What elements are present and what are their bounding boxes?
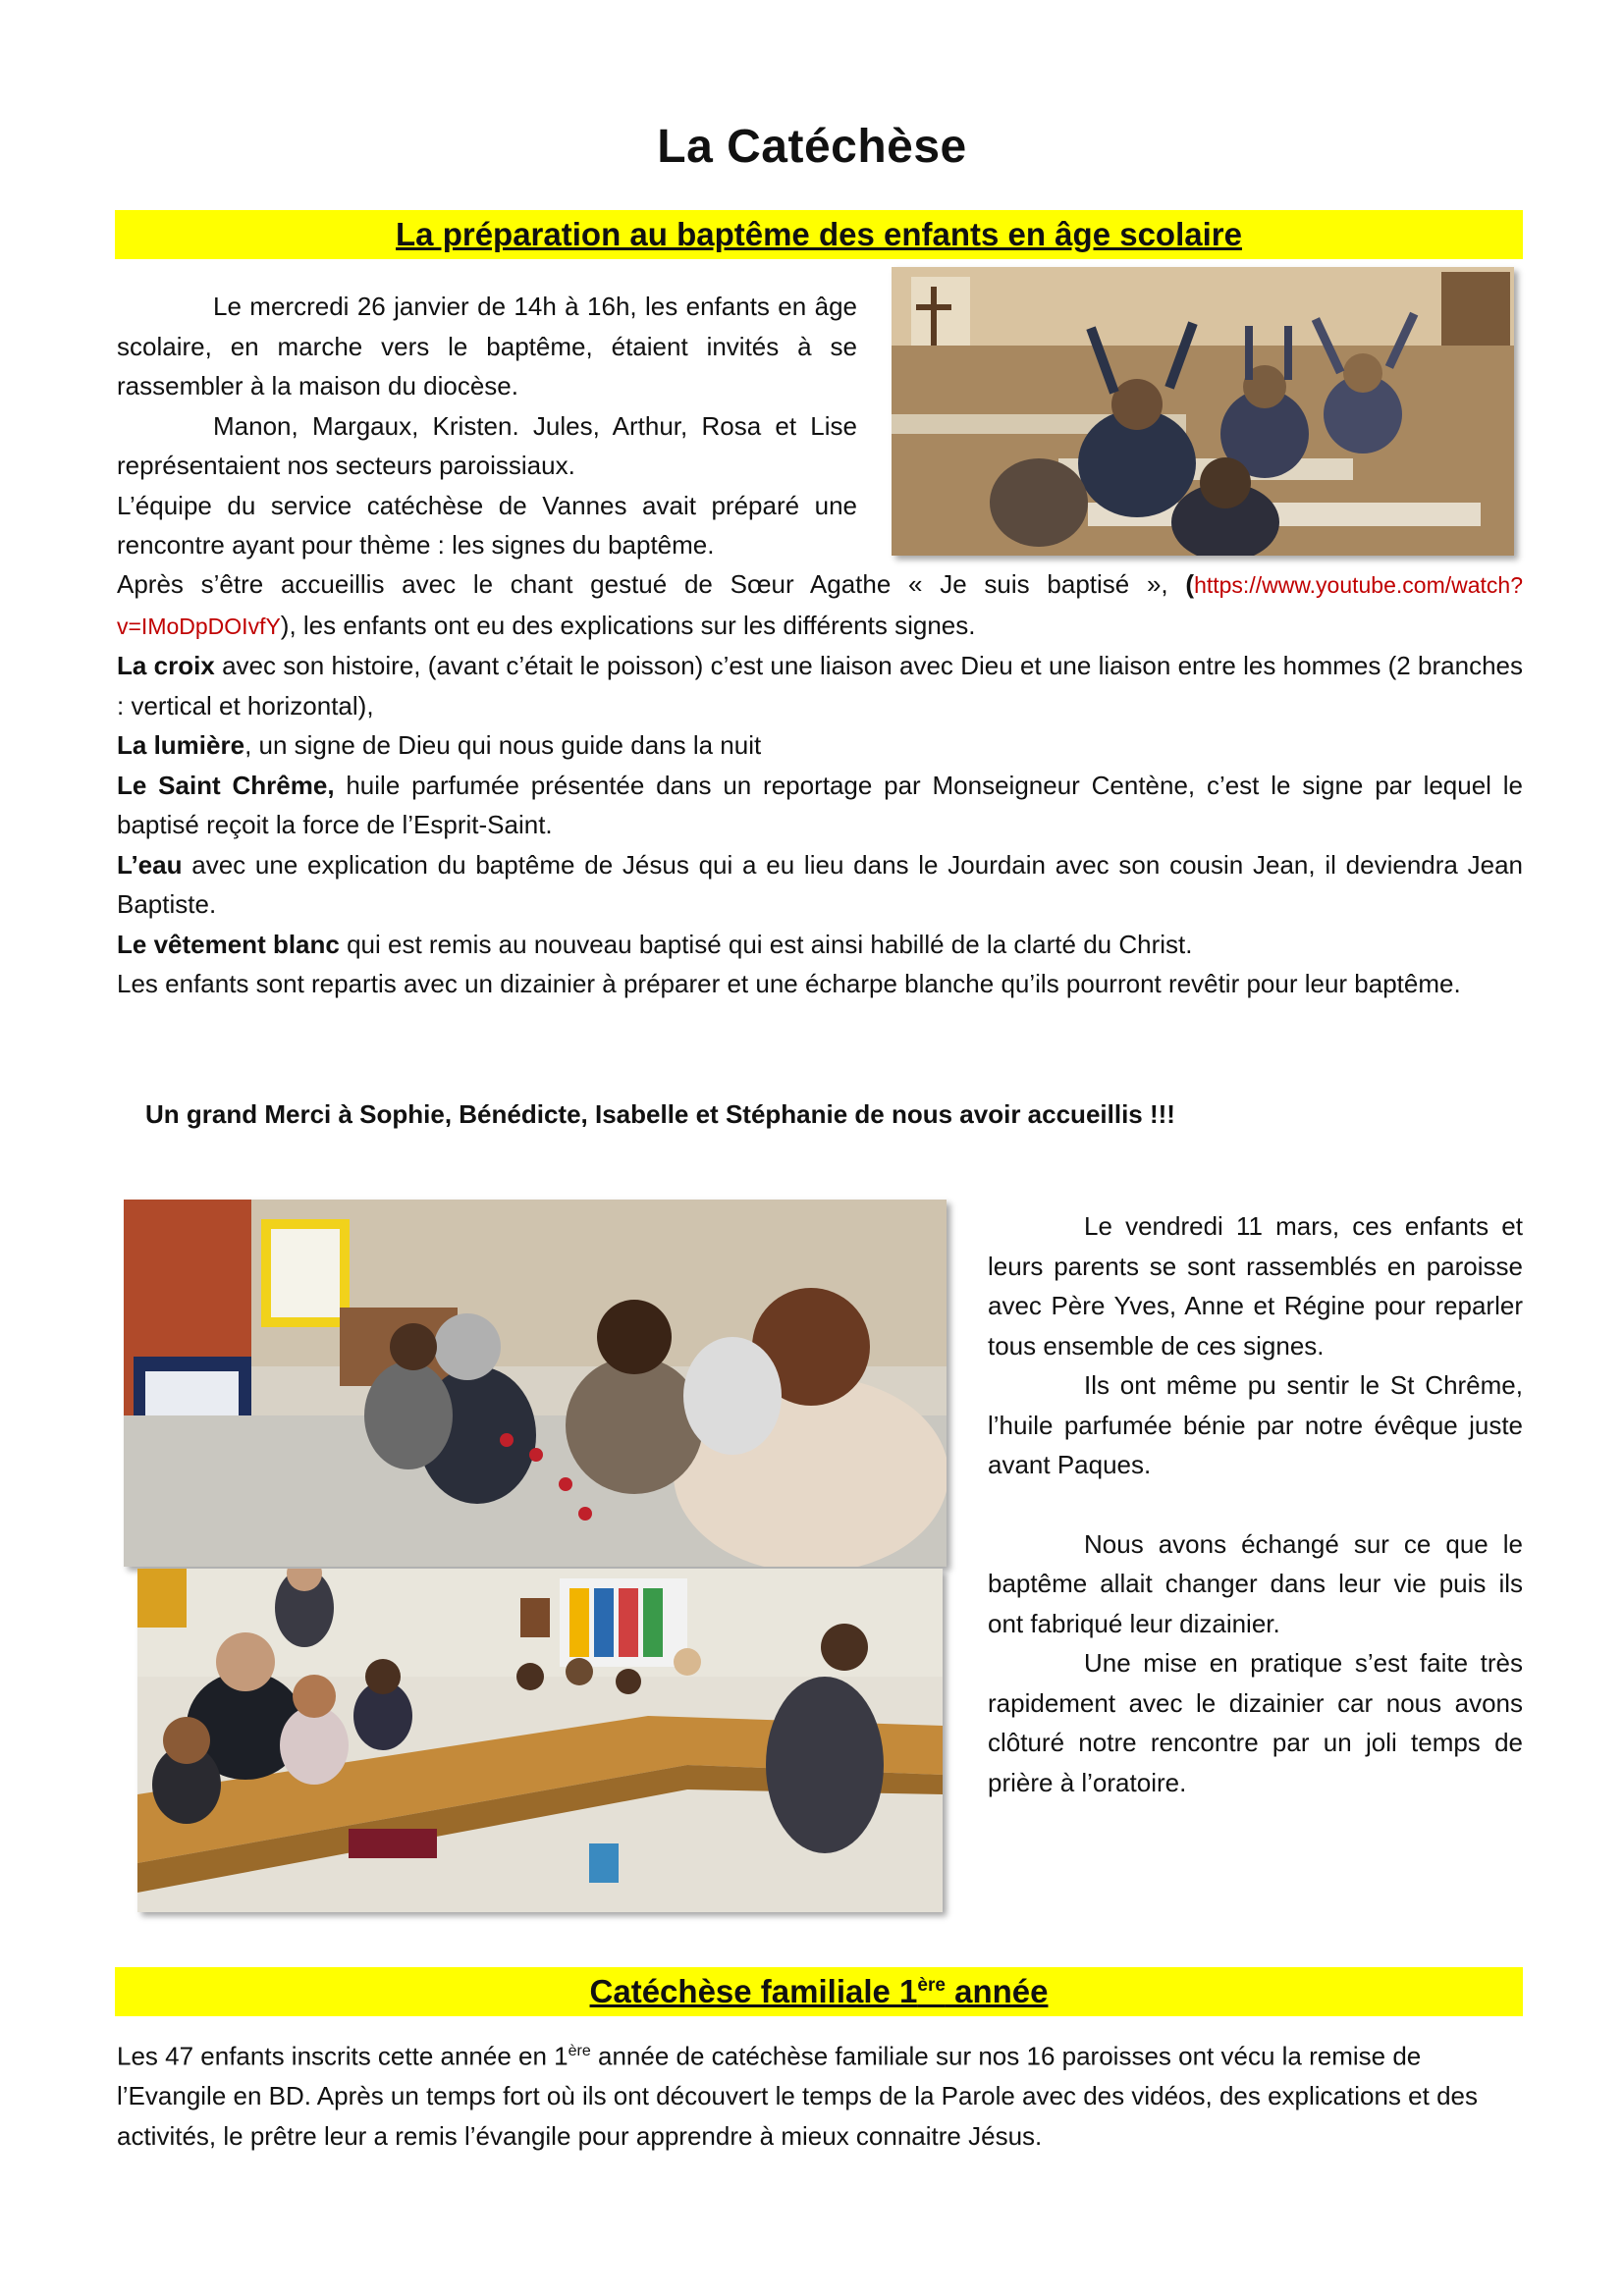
text-sup: ère (568, 2043, 591, 2059)
spacer (988, 1485, 1523, 1524)
paragraph: Ils ont même pu sentir le St Chrême, l’huile parfumée bénie par notre évêque juste avant Paques. (988, 1370, 1523, 1479)
photo-children-kneeling (124, 1200, 947, 1567)
paragraph: Manon, Margaux, Kristen. Jules, Arthur, Rosa et Lise représentaient nos secteurs paroissiaux. (117, 410, 857, 480)
paragraph: Une mise en pratique s’est faite très rapidement avec le dizainier car nous avons clôturé notre rencontre par un joli temps de prière à l’oratoire. (988, 1648, 1523, 1797)
section-heading-text (590, 1973, 1049, 2009)
youtube-link[interactable]: https://www.youtube.com/watch?v=IMoDpDOIvfY (117, 572, 1523, 639)
sign-term: La croix (117, 651, 215, 680)
paragraph-text: Après s’être accueillis avec le chant gestué de Sœur Agathe « Je suis baptisé », (117, 569, 1186, 599)
paragraph: Le mercredi 26 janvier de 14h à 16h, les enfants en âge scolaire, en marche vers le baptême, étaient invités à se rassembler à la maison du diocèse. (117, 292, 857, 400)
sign-item (117, 646, 1523, 725)
sign-text: avec une explication du baptême de Jésus qui a eu lieu dans le Jourdain avec son cousin Jean, il deviendra Jean Baptiste. (117, 849, 1523, 919)
text-b: année de catéchèse familiale sur nos 16 paroisses ont vécu la remise de l’Evangile en BD. Après un temps fort où ils ont découvert le temps de la Parole avec des vidéos, des explications et des activités, le prêtre leur a remis l’évangile pour apprendre à mieux connaitre Jésus. (117, 2041, 1478, 2151)
paragraph-chant (117, 564, 1523, 646)
sign-text: qui est remis au nouveau baptisé qui est ainsi habillé de la clarté du Christ. (339, 929, 1193, 959)
section2-text (988, 1206, 1523, 1802)
sign-text: huile parfumée présentée dans un reportage par Monseigneur Centène, c’est le signe par lequel le baptisé reçoit la force de l’Esprit-Saint. (117, 770, 1523, 839)
sign-item (117, 925, 1523, 965)
paragraph: Le vendredi 11 mars, ces enfants et leurs parents se sont rassemblés en paroisse avec Père Yves, Anne et Régine pour reparler tous ensemble de ces signes. (988, 1211, 1523, 1361)
paragraph: L’équipe du service catéchèse de Vannes avait préparé une rencontre ayant pour thème : les signes du baptême. (117, 490, 857, 560)
sign-term: La lumière (117, 730, 245, 760)
thanks-line: Un grand Merci à Sophie, Bénédicte, Isabelle et Stéphanie de nous avoir accueillis !!! (145, 1099, 1175, 1129)
heading-main: Catéchèse familiale 1 (589, 1973, 918, 2009)
paragraph: Les enfants sont repartis avec un dizainier à préparer et une écharpe blanche qu’ils pourront revêtir pour leur baptême. (117, 969, 1461, 998)
heading-sup: ère (917, 1975, 946, 1996)
sign-item (117, 725, 1523, 766)
section1-text-top (117, 287, 857, 565)
sign-item (117, 845, 1523, 925)
sign-term: Le Saint Chrême, (117, 770, 335, 800)
section-heading-text: La préparation au baptême des enfants en âge scolaire (396, 216, 1242, 252)
photo-classroom-raised-arms (892, 267, 1514, 556)
heading-end: année (945, 1973, 1049, 2009)
photo-tables-meeting (137, 1569, 943, 1912)
sign-text: avec son histoire, (avant c’était le poisson) c’est une liaison avec Dieu et une liaison entre les hommes (2 branches : vertical et horizontal), (117, 651, 1523, 721)
section-heading-bapteme (115, 210, 1523, 259)
sign-term: L’eau (117, 849, 183, 880)
paragraph-text: ), les enfants ont eu des explications sur les différents signes. (280, 610, 976, 640)
text-a: Les 47 enfants inscrits cette année en 1 (117, 2041, 568, 2071)
sign-term: Le vêtement blanc (117, 929, 340, 959)
sign-item (117, 766, 1523, 845)
section-heading-catechese-familiale (115, 1967, 1523, 2016)
section3-text (117, 2032, 1523, 2156)
paren: ( (1185, 569, 1195, 599)
page-title: La Catéchèse (657, 121, 967, 173)
sign-text: , un signe de Dieu qui nous guide dans la nuit (244, 730, 762, 760)
paragraph: Nous avons échangé sur ce que le baptême allait changer dans leur vie puis ils ont fabriqué leur dizainier. (988, 1528, 1523, 1638)
section1-text-main (117, 564, 1523, 1004)
